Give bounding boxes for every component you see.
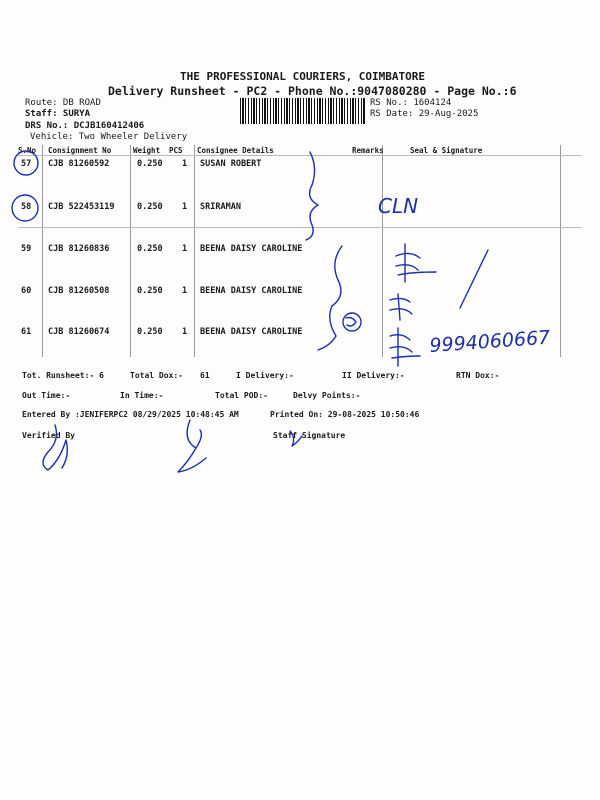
row-weight: 0.250: [137, 327, 163, 337]
row-pcs: 1: [182, 286, 188, 296]
row-sno: 58: [21, 202, 32, 212]
staff-signature-scribble: [290, 431, 302, 446]
out-time: Out Time:-: [22, 391, 71, 400]
tot-runsheet: Tot. Runsheet:- 6: [22, 371, 104, 380]
row-consignment: CJB 81260674: [48, 327, 110, 337]
row-weight: 0.250: [137, 286, 163, 296]
runsheet-subtitle: Delivery Runsheet - PC2 - Phone No.:9047080280 - Page No.:6: [108, 84, 517, 98]
row-pcs: 1: [182, 327, 188, 337]
in-time: In Time:-: [120, 391, 164, 400]
row-weight: 0.250: [137, 202, 163, 212]
row-consignment: CJB 522453119: [48, 202, 115, 212]
circle-mark-57: [14, 151, 38, 175]
i-delivery: I Delivery:-: [236, 371, 294, 380]
row-sno: 60: [21, 286, 32, 296]
row-consignment: CJB 81260508: [48, 286, 110, 296]
delvy-points: Delvy Points:-: [293, 391, 361, 400]
col-consignment: Consignment No: [48, 146, 112, 155]
row-weight: 0.250: [137, 159, 163, 169]
row-sno: 57: [21, 159, 32, 169]
row-consignee: SRIRAMAN: [200, 202, 241, 212]
entered-by: Entered By :JENIFERPC2 08/29/2025 10:48:45 AM: [22, 410, 239, 419]
row-consignee: SUSAN ROBERT: [200, 159, 262, 169]
col-remarks: Remarks: [352, 146, 384, 155]
handwritten-phone: 9994060667: [428, 326, 551, 357]
row-consignee: BEENA DAISY CAROLINE: [200, 327, 303, 337]
route-label: Route: DB ROAD: [25, 98, 101, 108]
circle-mark-inner: [346, 318, 356, 327]
row-consignment: CJB 81260592: [48, 159, 110, 169]
entry-signature: [178, 420, 206, 472]
rs-number: RS No.: 1604124: [370, 98, 452, 108]
row-sno: 59: [21, 244, 32, 254]
staff-label: Staff: SURYA: [25, 109, 91, 119]
drs-number: DRS No.: DCJB160412406: [25, 121, 145, 131]
col-pcs: PCS: [169, 146, 183, 155]
col-consignee: Consignee Details: [197, 146, 274, 155]
signature-mark-3: [390, 328, 420, 366]
company-name: THE PROFESSIONAL COURIERS, COIMBATORE: [180, 70, 426, 83]
signature-mark-2: [390, 294, 412, 320]
row-consignee: BEENA DAISY CAROLINE: [200, 244, 303, 254]
ii-delivery: II Delivery:-: [342, 371, 405, 380]
row-pcs: 1: [182, 202, 188, 212]
circle-mark-58: [12, 195, 38, 221]
row-weight: 0.250: [137, 244, 163, 254]
remark-cln: CLN: [378, 194, 419, 218]
row-pcs: 1: [182, 159, 188, 169]
total-dox-value: 61: [200, 371, 210, 380]
row-consignee: BEENA DAISY CAROLINE: [200, 286, 303, 296]
col-sno: S.No: [18, 146, 37, 155]
row-consignment: CJB 81260836: [48, 244, 110, 254]
total-pod: Total POD:-: [215, 391, 268, 400]
signature-mark-1: [396, 244, 436, 282]
verified-by: Verified By: [22, 431, 75, 440]
vehicle-label: Vehicle: Two Wheeler Delivery: [30, 132, 188, 142]
row-sno: 61: [21, 327, 32, 337]
printed-on: Printed On: 29-08-2025 10:50:46: [270, 410, 420, 419]
brace-mark-top: [306, 152, 318, 240]
strike-line: [460, 250, 488, 308]
col-weight: Weight: [133, 146, 161, 155]
total-dox-label: Total Dox:-: [130, 371, 183, 380]
staff-signature: Staff Signature: [273, 431, 346, 440]
circle-mark-bottom: [343, 313, 361, 331]
col-seal-signature: Seal & Signature: [410, 146, 483, 155]
rs-date: RS Date: 29-Aug-2025: [370, 109, 479, 119]
rtn-dox: RTN Dox:-: [456, 371, 500, 380]
brace-mark-bottom: [318, 246, 342, 350]
row-pcs: 1: [182, 244, 188, 254]
verifier-signature: [43, 425, 67, 470]
